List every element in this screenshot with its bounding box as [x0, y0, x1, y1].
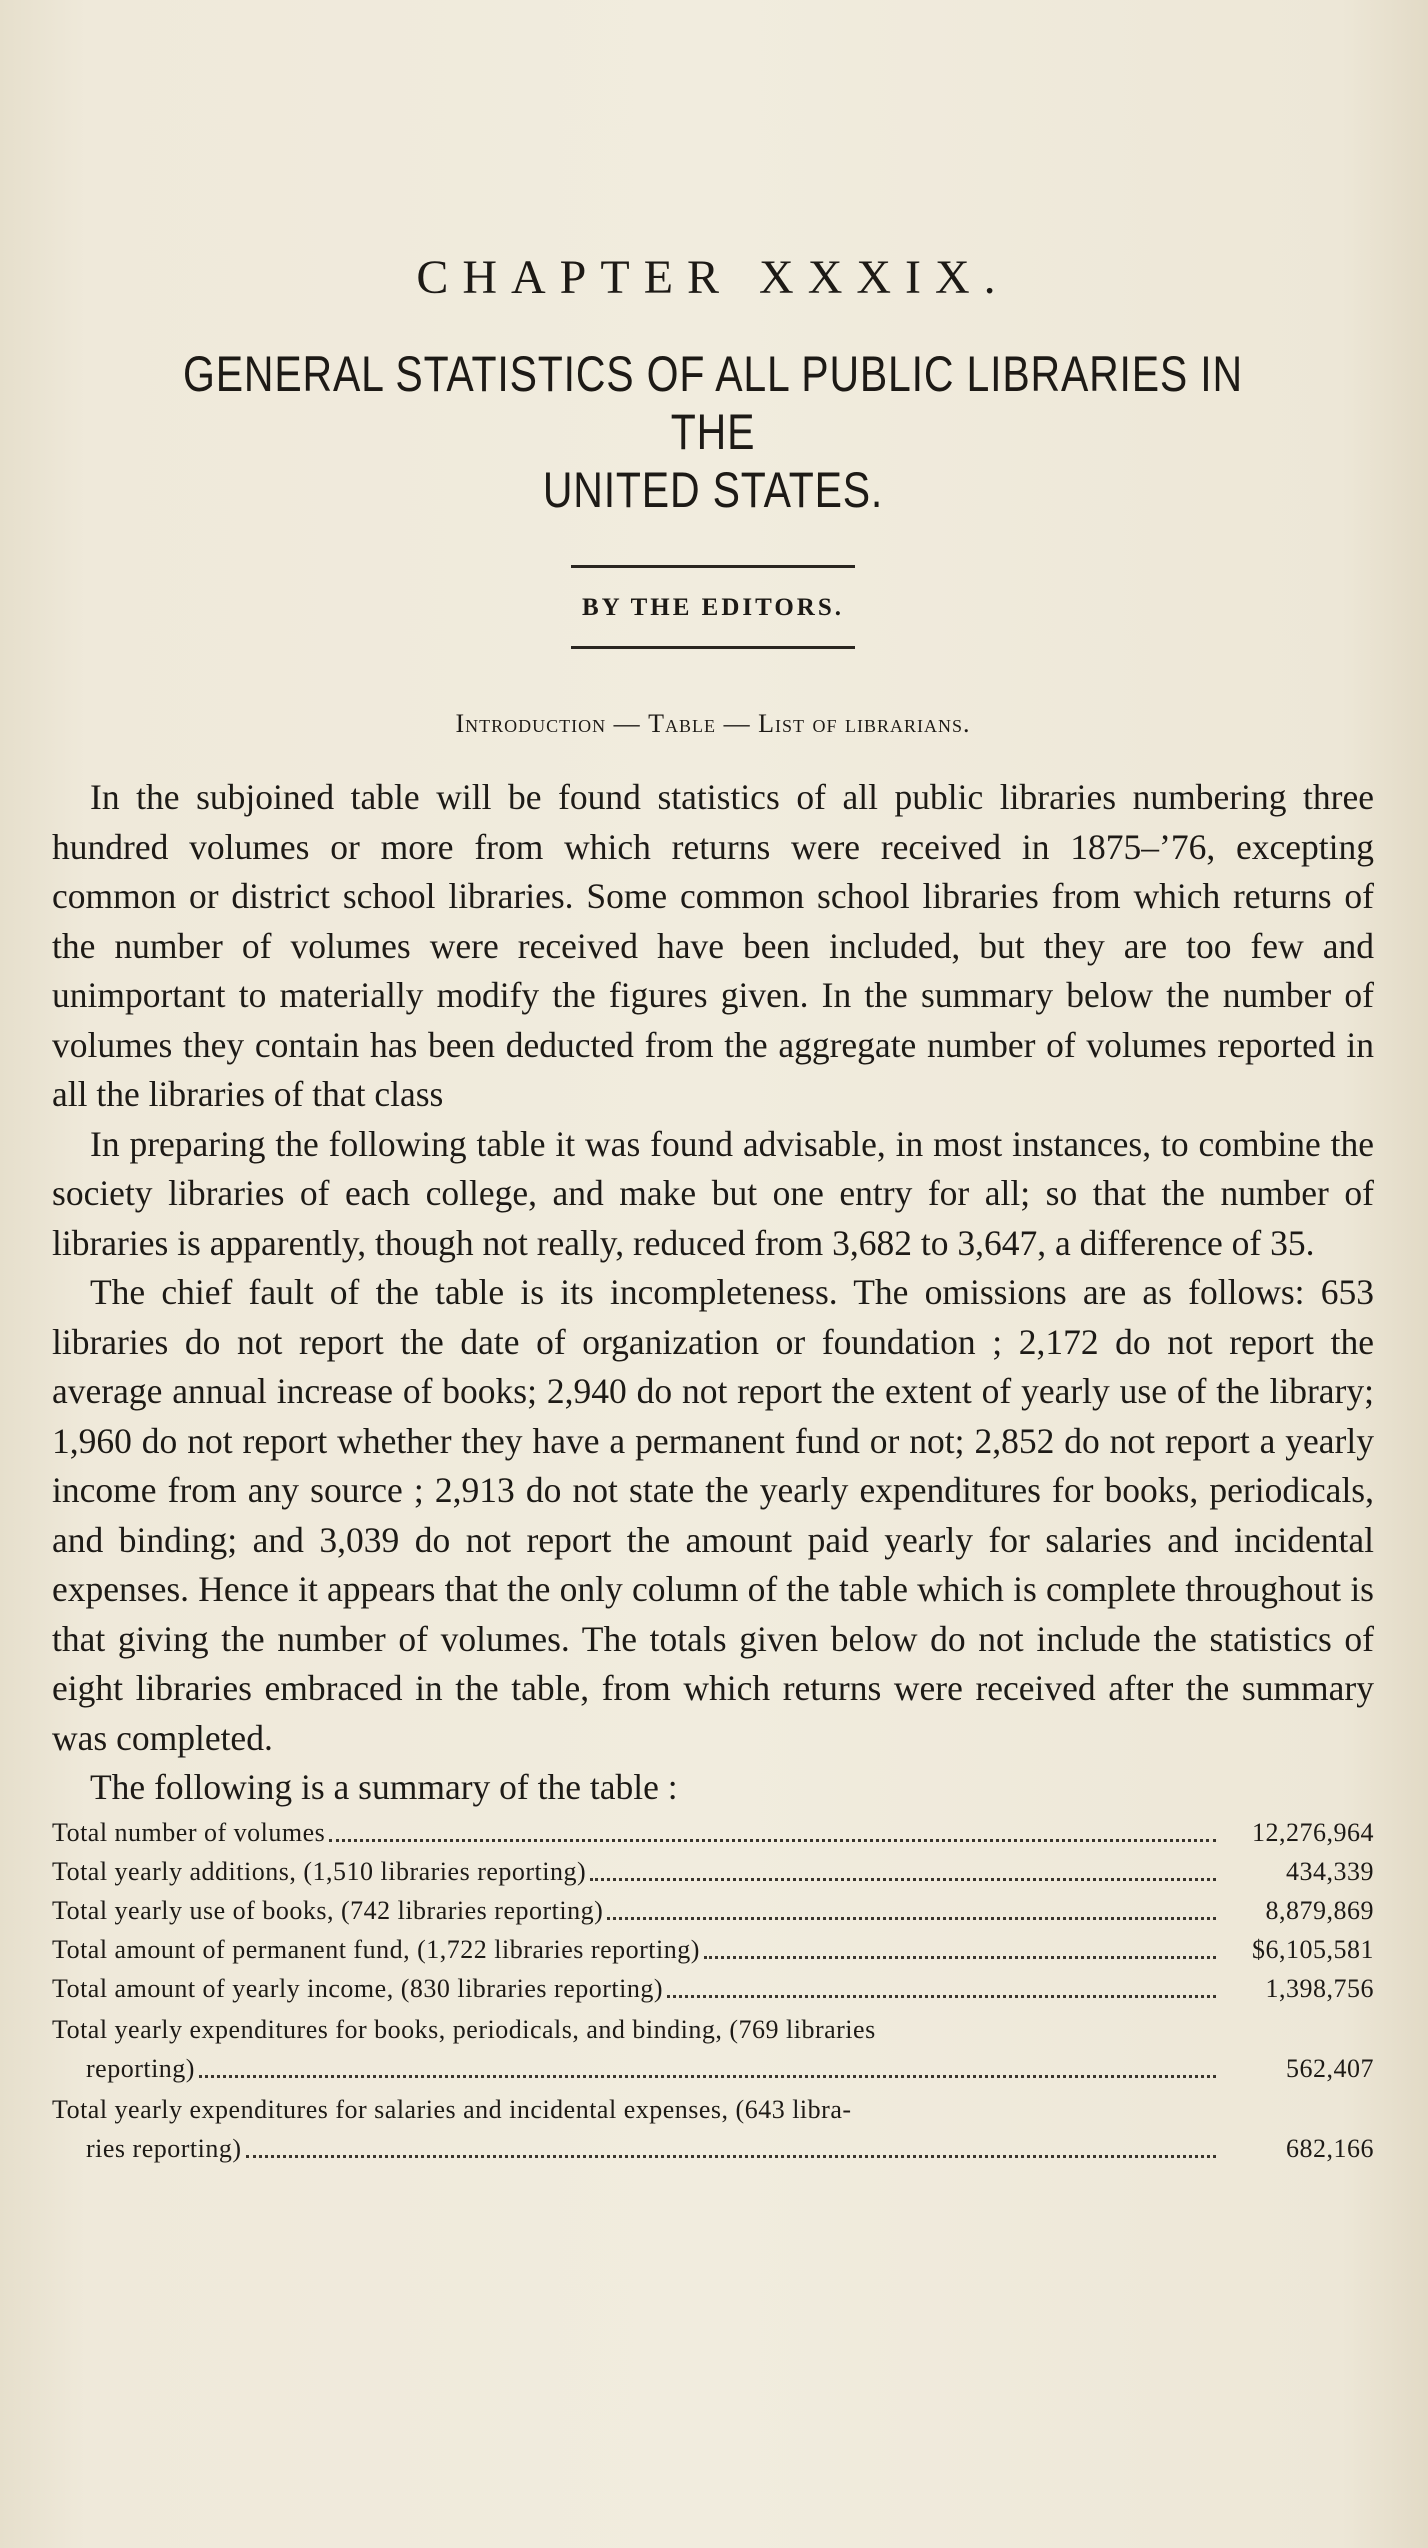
page-content — [52, 250, 1374, 2168]
leader-dots — [667, 1995, 1216, 1998]
contents-table: Table — [648, 709, 717, 738]
summary-label-line2: reporting) — [86, 2053, 195, 2083]
summary-label: Total yearly additions, (1,510 libraries reporting) — [52, 1856, 587, 1886]
summary-label-line2-row — [52, 2049, 1374, 2088]
summary-label-line1: Total yearly expenditures for books, periodicals, and binding, (769 libraries — [52, 2014, 876, 2044]
body-text — [52, 773, 1374, 1813]
summary-value: 1,398,756 — [1265, 1973, 1374, 2003]
leader-dots — [590, 1878, 1216, 1881]
leader-dots — [704, 1956, 1216, 1959]
byline: BY THE EDITORS. — [582, 594, 844, 621]
summary-value: 12,276,964 — [1252, 1817, 1374, 1847]
contents-list-of-librarians: List of librarians. — [758, 709, 971, 738]
summary-label: Total yearly use of books, (742 libraries reporting) — [52, 1895, 604, 1925]
paragraph-1: In the subjoined table will be found statistics of all public libraries numbering three hundred volumes or more from which returns were received in 1875–’76, excepting common or district school libraries. Some common school libraries from which returns of the number of volumes were received have been included, but they are too few and unimportant to materially modify the figures given. In the summary below the number of volumes they contain has been deducted from the aggregate number of volumes reported in all the libraries of that class — [52, 777, 1374, 1114]
paragraph-3: The chief fault of the table is its incompleteness. The omissions are as follows: 653 libraries do not report the date of organization or foundation ; 2,172 do not report the average annual increase of books; 2,940 do not report the extent of yearly use of the library; 1,960 do not report whether they have a permanent fund or not; 2,852 do not report a yearly income from any source ; 2,913 do not state the yearly expenditures for books, periodicals, and binding; and 3,039 do not report the amount paid yearly for salaries and incidental expenses. Hence it appears that the only column of the table which is complete throughout is that giving the number of volumes. The totals given below do not include the statistics of eight libraries embraced in the table, from which returns were received after the summary was completed. — [52, 1272, 1374, 1758]
contents-separator-2: — — [716, 709, 759, 738]
divider-rule-top — [571, 565, 855, 568]
summary-value: 682,166 — [1286, 2133, 1374, 2163]
summary-row — [52, 1852, 1374, 1891]
summary-label-line1: Total yearly expenditures for salaries and incidental expenses, (643 libra- — [52, 2094, 852, 2124]
summary-label: Total amount of yearly income, (830 libraries reporting) — [52, 1973, 663, 2003]
summary-value: 562,407 — [1286, 2053, 1374, 2083]
summary-label: Total number of volumes — [52, 1817, 326, 1847]
chapter-heading: CHAPTER XXXIX. — [416, 251, 1010, 304]
summary-row-multiline — [52, 2090, 1374, 2168]
paragraph-2: In preparing the following table it was found advisable, in most instances, to combine the society libraries of each college, and make but one entry for all; so that the number of libraries is apparently, though not really, reduced from 3,682 to 3,647, a difference of 35. — [52, 1123, 1374, 1263]
summary-label-line2-row — [52, 2129, 1374, 2168]
summary-label-line2: ries reporting) — [86, 2133, 242, 2163]
summary-value: $6,105,581 — [1252, 1934, 1374, 1964]
leader-dots — [607, 1917, 1216, 1920]
summary-list — [52, 1813, 1374, 2168]
divider-rule-bottom — [571, 646, 855, 649]
summary-label: Total amount of permanent fund, (1,722 libraries reporting) — [52, 1934, 700, 1964]
summary-row — [52, 1891, 1374, 1930]
summary-row — [52, 1813, 1374, 1852]
leader-dots — [329, 1839, 1216, 1842]
summary-row — [52, 1930, 1374, 1969]
leader-dots — [199, 2075, 1216, 2078]
contents-separator-1: — — [606, 709, 649, 738]
summary-intro: The following is a summary of the table : — [90, 1767, 678, 1807]
summary-row-multiline — [52, 2010, 1374, 2088]
chapter-title-line1: GENERAL STATISTICS OF ALL PUBLIC LIBRARIES IN THE — [183, 346, 1243, 460]
chapter-title-line2: UNITED STATES. — [542, 462, 884, 518]
contents-introduction: Introduction — [455, 709, 607, 738]
leader-dots — [246, 2155, 1216, 2158]
section-contents-line — [52, 709, 1374, 739]
chapter-title — [171, 345, 1255, 519]
summary-value: 434,339 — [1286, 1856, 1374, 1886]
summary-value: 8,879,869 — [1265, 1895, 1374, 1925]
summary-row — [52, 1969, 1374, 2008]
